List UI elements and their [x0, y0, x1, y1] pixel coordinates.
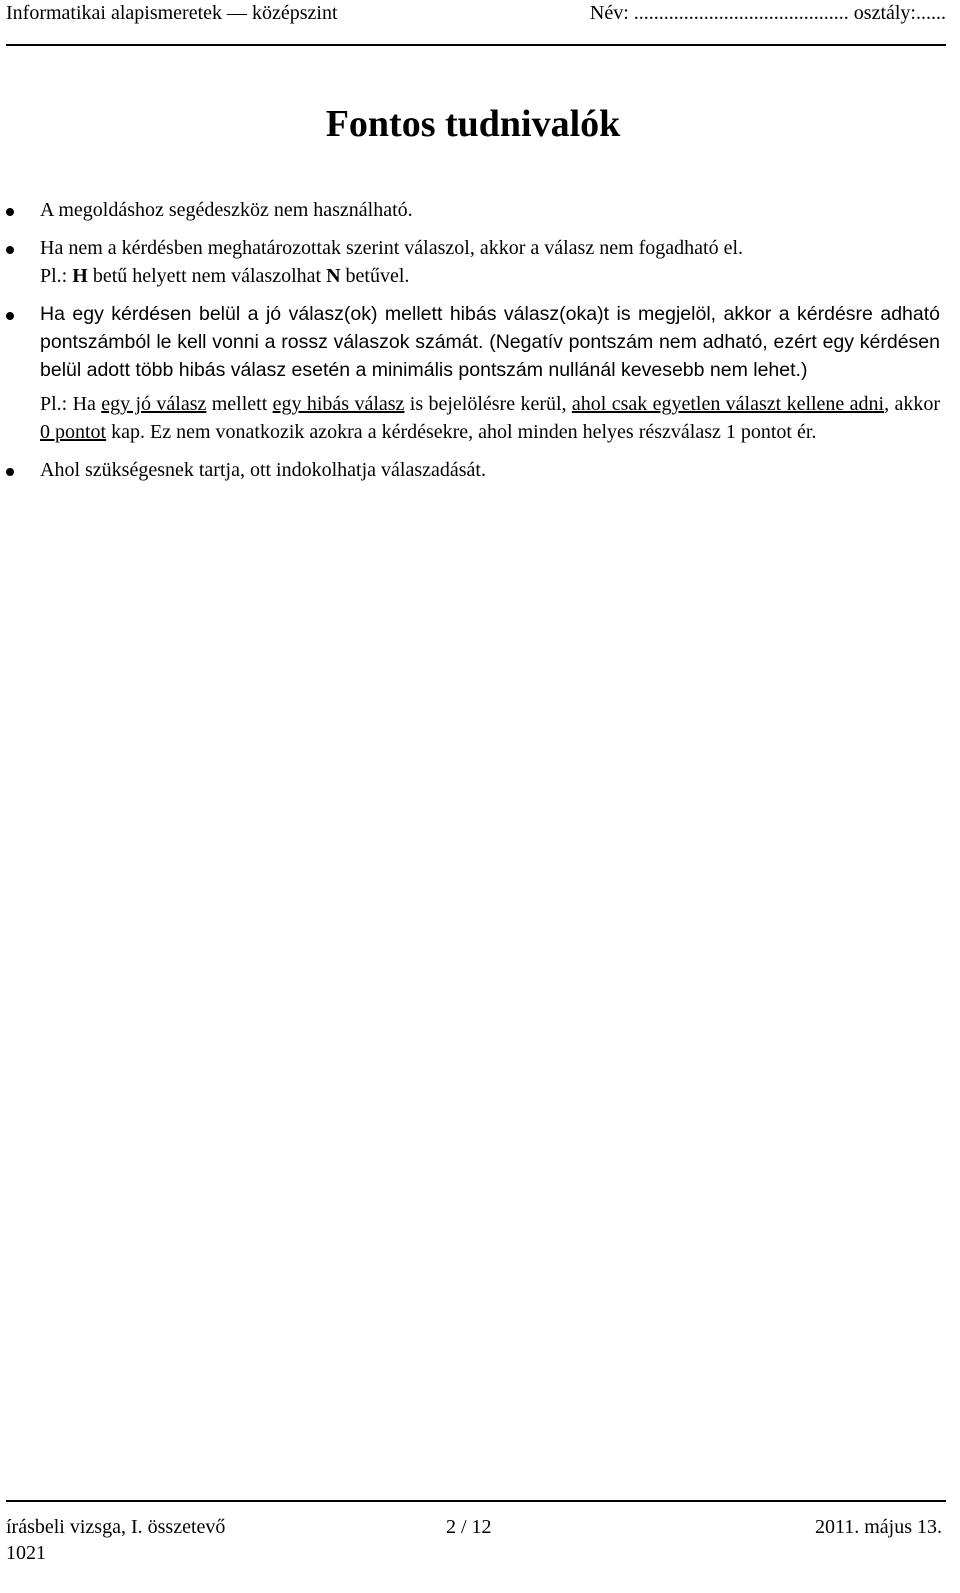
bullet-icon [6, 246, 14, 254]
page-footer [6, 1500, 946, 1564]
example-text-end: betűvel. [340, 265, 410, 287]
page-header [6, 0, 946, 46]
example-underlined: ahol csak egyetlen választ kellene adni [571, 393, 885, 415]
item-text [40, 300, 940, 384]
example-text: mellett [206, 393, 273, 415]
footer-page-number: 2 / 12 [446, 1516, 492, 1538]
item-text: Ahol szükségesnek tartja, ott indokolhatja válaszadását. [40, 459, 486, 481]
list-item [6, 196, 940, 224]
bullet-icon [6, 208, 14, 216]
bullet-icon [6, 312, 14, 320]
bullet-icon [6, 468, 14, 476]
example-text: kap. Ez nem vonatkozik azokra a kérdésekre, ahol minden helyes részválasz 1 pontot ér. [106, 421, 817, 443]
item-example [40, 390, 940, 446]
item-text-part1: Ha egy kérdésen belül a jó válasz(ok) mellett hibás válasz(oka)t is megjelöl, akkor a kérdésre adható pontszámból le kell vonni a rossz válaszok számát. [40, 303, 940, 353]
item-text: Ha nem a kérdésben meghatározottak szerint válaszol, akkor a válasz nem fogadható el. [40, 237, 744, 259]
example-letter-n: N [326, 265, 341, 287]
list-item [6, 300, 940, 446]
footer-exam: írásbeli vizsga, I. összetevő [6, 1516, 226, 1538]
footer-code: 1021 [6, 1542, 46, 1564]
instructions-list [6, 196, 940, 494]
example-underlined: egy jó válasz [101, 393, 207, 415]
list-item [6, 456, 940, 484]
example-text: betű helyett nem válaszolhat [87, 265, 327, 287]
item-text-part2: (Negatív pontszám nem adható, ezért egy kérdésen belül adott több hibás válasz esetén a minimális pontszám nullánál kevesebb nem lehet.) [40, 331, 940, 381]
example-text: , akkor [884, 393, 941, 415]
header-subject: Informatikai alapismeretek — középszint [6, 2, 338, 24]
item-text: A megoldáshoz segédeszköz nem használható. [40, 199, 413, 221]
example-letter-h: H [72, 265, 88, 287]
example-underlined: 0 pontot [40, 421, 107, 443]
example-prefix: Pl.: [40, 265, 73, 287]
example-prefix: Pl.: Ha [40, 393, 102, 415]
footer-date: 2011. május 13. [814, 1516, 942, 1538]
item-example [40, 262, 940, 290]
example-text: is bejelölésre kerül, [404, 393, 572, 415]
example-underlined: egy hibás válasz [272, 393, 405, 415]
page-title: Fontos tudnivalók [325, 103, 621, 145]
footer-row [6, 1516, 946, 1542]
list-item [6, 234, 940, 290]
header-name-field: Név: ........................................... osztály:...... [589, 2, 946, 24]
